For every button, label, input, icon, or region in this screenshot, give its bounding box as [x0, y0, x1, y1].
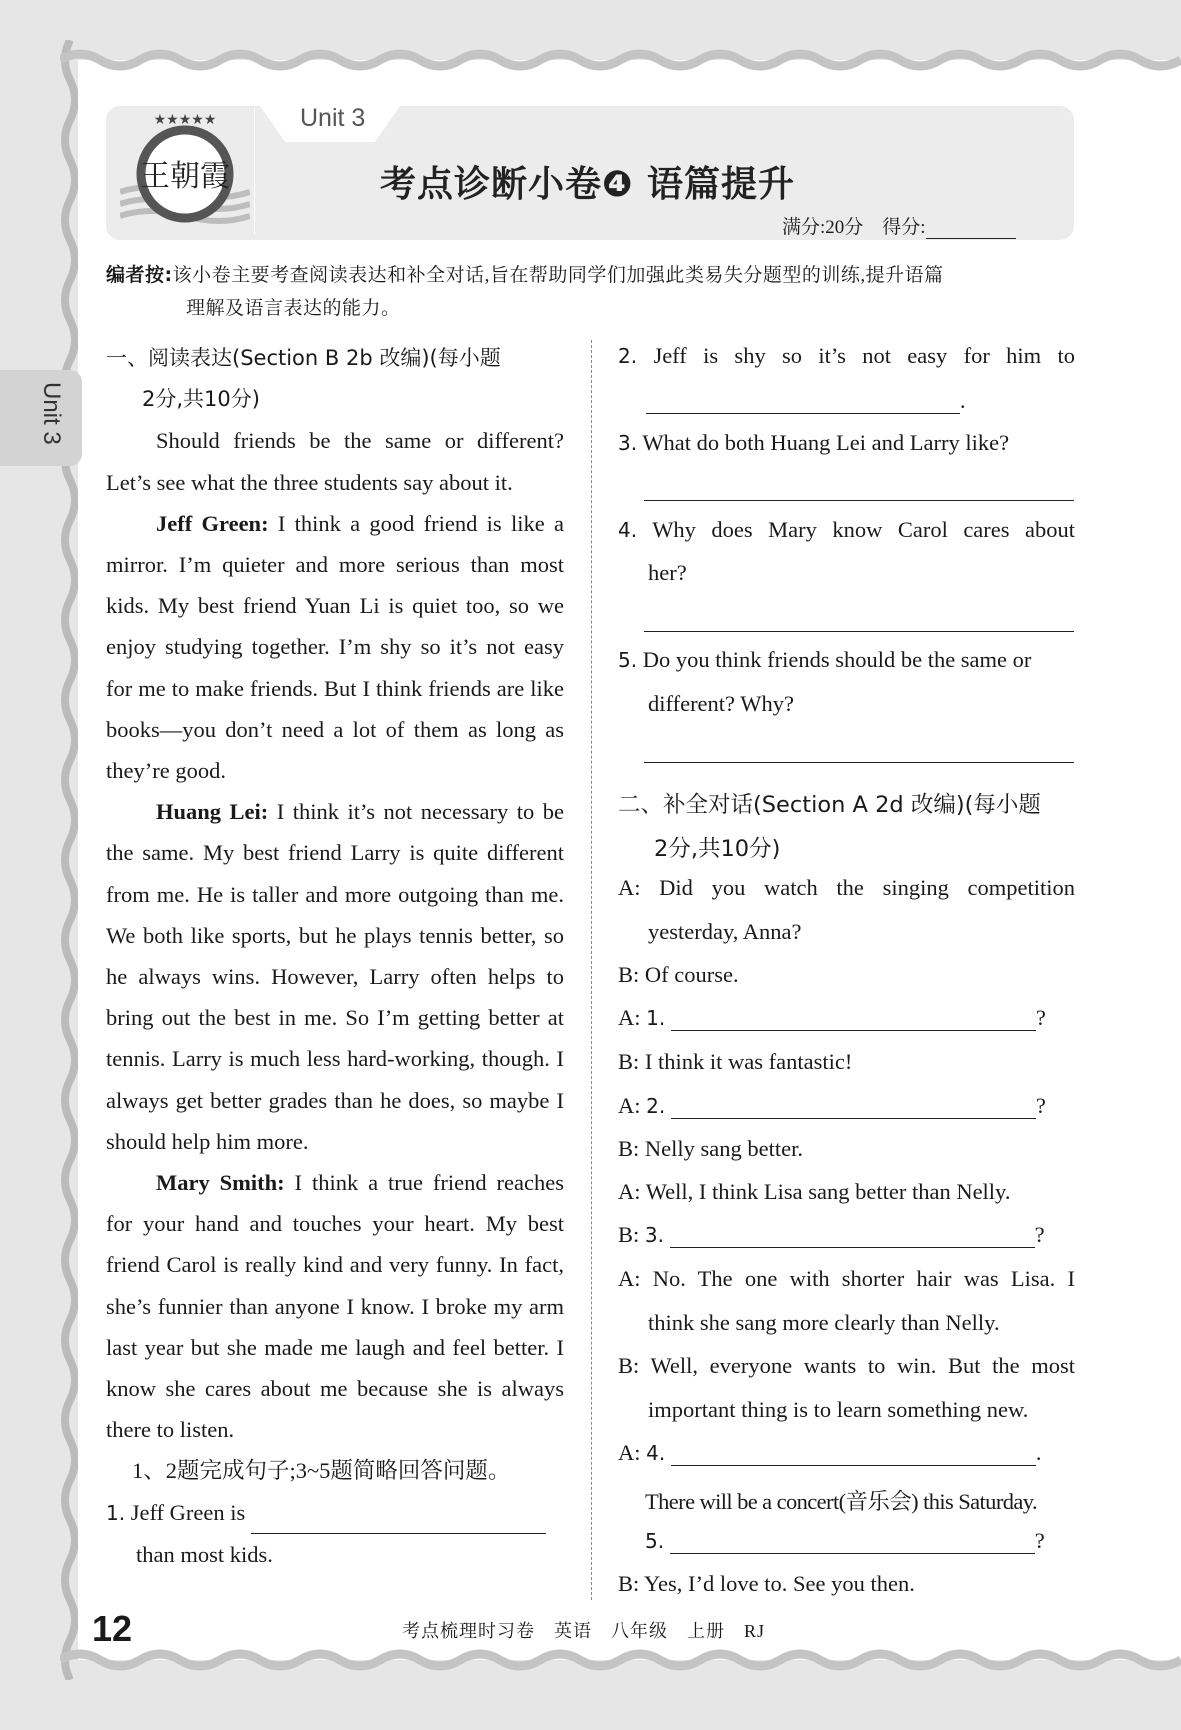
- dialogue-blank-4: A: 4. .: [618, 1440, 1042, 1465]
- blank-number: 5.: [645, 1529, 665, 1553]
- question-number: 4.: [618, 518, 638, 542]
- speaker: B:: [618, 1222, 640, 1247]
- speaker-name: Mary Smith:: [156, 1170, 285, 1196]
- answer-blank[interactable]: [670, 1528, 1035, 1554]
- section2-title: 二、补全对话(Section A 2d 改编)(每小题: [618, 792, 1041, 818]
- note-text-2: 理解及语言表达的能力。: [186, 298, 401, 319]
- page-number: 12: [92, 1608, 133, 1649]
- question-number: 2.: [618, 344, 638, 368]
- paragraph-text: I think it’s not necessary to be the same. My best friend Larry is quite different from me. He is taller and more outgoing than me. We both like sports, but he plays tennis better, so he always wins. However, Larry often helps to bring out the best in me. So I’m getting better at tennis. Larry is much less hard-working, though. I always get better grades than he does, so maybe I should help him more.: [106, 799, 564, 1154]
- blank-number: 2.: [646, 1094, 666, 1118]
- question-4: [618, 517, 1075, 543]
- dialogue-line: There will be a concert(音乐会) this Saturday.: [645, 1489, 1037, 1514]
- wave-border-top: [60, 40, 1181, 80]
- question-text: What do both Huang Lei and Larry like?: [642, 430, 1010, 455]
- question-number: 3.: [618, 431, 638, 455]
- question-5: [618, 647, 1075, 673]
- speaker: A:: [618, 1005, 641, 1030]
- publisher-logo: [120, 112, 250, 232]
- question-text: than most kids.: [136, 1541, 273, 1567]
- section1-title: [106, 338, 564, 420]
- side-unit-label: Unit 3: [38, 382, 65, 445]
- answer-blank[interactable]: [251, 1510, 546, 1534]
- dialogue-blank-3: B: 3. ?: [618, 1222, 1045, 1247]
- dialogue-line: B: Well, everyone wants to win. But the most: [618, 1353, 1075, 1378]
- dialogue-line: A: Did you watch the singing competition: [618, 875, 1075, 900]
- answer-blank[interactable]: [671, 1093, 1036, 1119]
- paragraph-text: I think a good friend is like a mirror. I’m quieter and more serious than most kids. My best friend Yuan Li is quiet too, so we enjoy studying together. I’m shy so it’s not easy for me to make friends. But I think friends are like books—you don’t need a lot of them as long as they’re good.: [106, 510, 564, 784]
- dialogue-line: think she sang more clearly than Nelly.: [648, 1310, 1000, 1335]
- instruction: 1、2题完成句子;3~5题简略回答问题。: [132, 1458, 511, 1484]
- dialogue-line: B: Yes, I’d love to. See you then.: [618, 1571, 915, 1596]
- answer-blank[interactable]: [670, 1222, 1035, 1248]
- note-label: 编者按:: [106, 264, 173, 286]
- wave-border-bottom: [60, 1640, 1181, 1680]
- answer-line-5[interactable]: [644, 762, 1074, 763]
- full-score: 满分:20分: [782, 217, 864, 238]
- reading-section: [106, 338, 564, 1575]
- question-text: different? Why?: [648, 691, 794, 716]
- blank-number: 3.: [644, 1223, 664, 1247]
- paragraph-jeff: [106, 503, 564, 791]
- svg-text:★★★★★: ★★★★★: [153, 113, 217, 128]
- paragraph-text: I think a true friend reaches for your hand and touches your heart. My best friend Carol is really kind and very funny. In fact, she’s funnier than anyone I know. I broke my arm last year but she made me laugh and feel better. I know she cares about me because she is always there to listen.: [106, 1170, 564, 1443]
- score-line: [782, 212, 1016, 239]
- question-number: 5.: [618, 648, 638, 672]
- column-divider: [591, 340, 592, 1600]
- header-separator: [254, 108, 255, 234]
- speaker: A:: [618, 1093, 641, 1118]
- speaker-name: Huang Lei:: [156, 799, 269, 825]
- answer-line-3[interactable]: [644, 500, 1074, 501]
- dialogue-line: B: Nelly sang better.: [618, 1136, 803, 1161]
- blank-number: 4.: [646, 1441, 666, 1465]
- dialogue-line: important thing is to learn something new.: [648, 1397, 1029, 1422]
- speaker: A:: [618, 1440, 641, 1465]
- paragraph-mary: [106, 1162, 564, 1450]
- note-text: 该小卷主要考查阅读表达和补全对话,旨在帮助同学们加强此类易失分题型的训练,提升语篇: [172, 265, 944, 286]
- speaker-name: Jeff Green:: [156, 510, 269, 536]
- page-title: 考点诊断小卷❹ 语篇提升: [380, 164, 796, 205]
- dialogue-line: B: Of course.: [618, 962, 739, 987]
- dialogue-blank-2: A: 2. ?: [618, 1093, 1046, 1118]
- score-label: 得分:: [882, 217, 926, 238]
- question-text: her?: [648, 560, 687, 585]
- dialogue-line: B: I think it was fantastic!: [618, 1049, 853, 1074]
- answer-line-4[interactable]: [644, 631, 1074, 632]
- intro-paragraph: Should friends be the same or different? Let’s see what the three students say about it.: [106, 428, 564, 495]
- dialogue-line: A: No. The one with shorter hair was Lisa. I: [618, 1266, 1075, 1291]
- answer-blank[interactable]: [671, 1440, 1036, 1466]
- question-1: [106, 1492, 564, 1575]
- question-text: Why does Mary know Carol cares about: [652, 517, 1076, 542]
- dialogue-line: yesterday, Anna?: [648, 919, 802, 944]
- section2-title-line2: 2分,共10分): [654, 836, 781, 862]
- question-text: Jeff is shy so it’s not easy for him to: [653, 343, 1076, 368]
- question-text: Do you think friends should be the same or: [642, 647, 1032, 672]
- blank-number: 1.: [646, 1006, 666, 1030]
- question-3: [618, 430, 1075, 456]
- unit-label: Unit 3: [300, 104, 366, 132]
- editor-note: [106, 259, 1076, 325]
- question-number: 1.: [106, 1500, 126, 1525]
- answer-blank-2[interactable]: .: [646, 388, 1103, 414]
- question-text: Jeff Green is: [130, 1499, 246, 1525]
- dialogue-blank-1: A: 1. ?: [618, 1005, 1046, 1030]
- footer-text: 考点梳理时习卷 英语 八年级 上册 RJ: [402, 1621, 766, 1641]
- section1-title-line1: 一、阅读表达(Section B 2b 改编)(每小题: [106, 346, 501, 370]
- dialogue-blank-5: 5. ?: [645, 1528, 1045, 1553]
- section1-title-line2: 2分,共10分): [142, 387, 260, 412]
- dialogue-line: A: Well, I think Lisa sang better than Nelly.: [618, 1179, 1011, 1204]
- answer-blank[interactable]: [671, 1005, 1036, 1031]
- score-blank[interactable]: [926, 221, 1016, 239]
- paragraph-huang: [106, 791, 564, 1162]
- question-2: [618, 343, 1075, 369]
- svg-text:王朝霞: 王朝霞: [140, 159, 230, 194]
